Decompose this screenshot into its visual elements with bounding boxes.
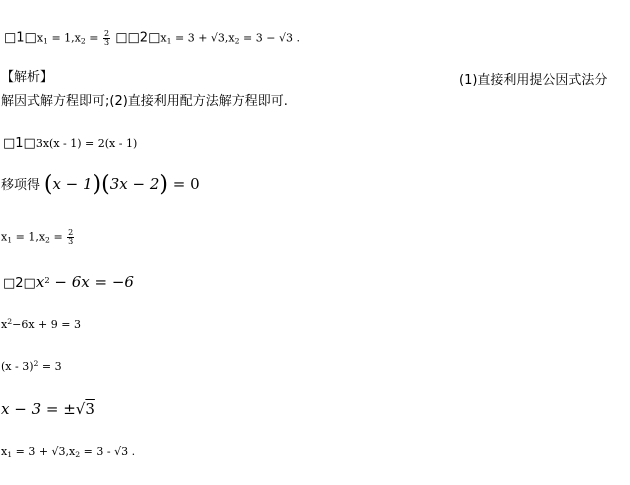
factor: 3x − 2	[109, 175, 160, 193]
var-x: x	[36, 31, 44, 45]
subscript: 2	[75, 449, 81, 459]
subscript: 2	[80, 36, 86, 46]
var-x: x	[1, 317, 8, 331]
var-x: x	[1, 230, 8, 244]
var-x: x	[160, 31, 167, 45]
var-x: x	[35, 273, 45, 291]
fraction-denominator: 3	[68, 237, 74, 246]
equation-rhs: = 0	[167, 175, 200, 193]
subscript: 2	[234, 36, 240, 46]
part2-equation-line	[3, 275, 134, 290]
part2-step3-line	[1, 360, 62, 372]
part-marker: □2□	[3, 276, 36, 291]
equation-text: = 3 + √3,x	[12, 445, 76, 458]
part1-step-line	[1, 172, 200, 197]
factor: x − 1	[52, 175, 93, 193]
fraction-denominator: 3	[104, 38, 110, 47]
paren-close: )	[159, 172, 168, 197]
equation-text: =	[85, 31, 103, 45]
radicand: 3	[85, 400, 95, 418]
equation-text: =	[49, 230, 67, 244]
subscript: 1	[166, 36, 172, 46]
analysis-hint-line2: 解因式解方程即可;(2)直接利用配方法解方程即可.	[1, 94, 288, 109]
equation: 3x(x - 1) = 2(x - 1)	[35, 137, 138, 150]
analysis-hint-right: (1)直接利用提公因式法分	[459, 73, 608, 88]
fraction	[103, 30, 110, 47]
paren-open: (	[43, 172, 53, 197]
equation-rest: −6x + 9 = 3	[12, 317, 81, 331]
fraction-numerator: 2	[104, 29, 110, 38]
equation-rest: − 6x = −6	[49, 273, 134, 291]
subscript: 1	[7, 235, 13, 245]
equation-text: = 3 - √3 .	[80, 445, 136, 458]
subscript: 1	[43, 36, 48, 46]
part-marker: □1□	[4, 30, 37, 46]
part-marker: □□2□	[111, 30, 161, 46]
answer-line	[4, 30, 300, 47]
analysis-title: 【解析】	[1, 70, 54, 85]
equation-text: = 1,x	[47, 31, 81, 45]
part-marker: □1□	[3, 136, 36, 151]
equation-text: = 3 − √3 .	[239, 31, 300, 45]
var-x: x	[1, 445, 8, 458]
part2-final-line	[1, 446, 135, 459]
subscript: 1	[7, 449, 13, 459]
part1-solution-line	[1, 229, 75, 246]
part1-equation-line	[3, 137, 137, 150]
part2-step2-line	[1, 318, 81, 330]
exponent: 2	[7, 317, 13, 326]
equation-rhs: = 3	[38, 359, 62, 373]
subscript: 2	[45, 235, 50, 245]
part2-step4-line	[1, 402, 95, 417]
equation-text: = 1,x	[12, 230, 46, 244]
paren-open: (	[101, 172, 110, 197]
equation-lhs: (x - 3)	[1, 359, 34, 373]
exponent: 2	[44, 274, 50, 285]
equation-text: = 3 + √3,x	[171, 31, 235, 45]
fraction-numerator: 2	[68, 228, 74, 237]
equation-lhs: x − 3 = ±√	[1, 400, 86, 418]
paren-close: )	[92, 172, 102, 197]
step-text: 移项得	[1, 178, 41, 193]
exponent: 2	[33, 359, 39, 368]
fraction	[67, 229, 74, 246]
